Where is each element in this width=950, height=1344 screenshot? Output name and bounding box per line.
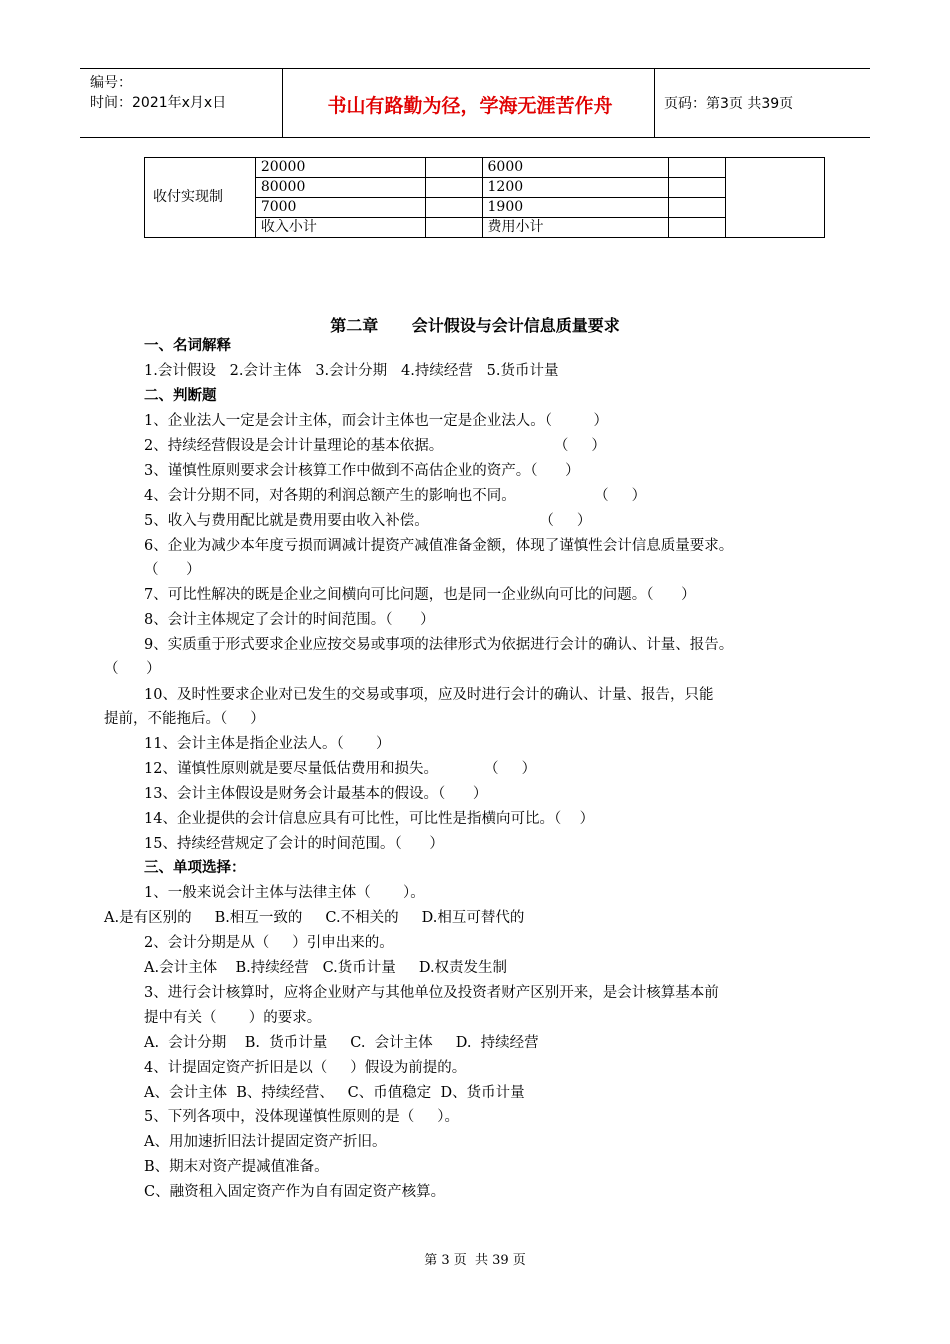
question-line: 4、计提固定资产折旧是以（ ）假设为前提的。 xyxy=(144,1060,467,1076)
option-line: A、会计主体 B、持续经营、 C、币值稳定 D、货币计量 xyxy=(144,1085,525,1101)
question-line: 11、会计主体是指企业法人。（ ） xyxy=(144,736,391,752)
table-cell xyxy=(669,178,726,198)
table-cell: 6000 xyxy=(482,158,669,178)
table-cell: 费用小计 xyxy=(482,218,669,238)
table-row xyxy=(145,158,825,178)
header-meta xyxy=(90,73,226,113)
table-cell: 80000 xyxy=(255,178,425,198)
question-line: 15、持续经营规定了会计的时间范围。（ ） xyxy=(144,836,444,852)
header-divider xyxy=(282,69,283,137)
header-number-label: 编号： xyxy=(90,75,132,91)
option-line: A.是有区别的 B.相互一致的 C.不相关的 D.相互可替代的 xyxy=(104,910,525,926)
header-page-info: 页码：第3页 共39页 xyxy=(664,96,794,112)
question-line: 9、实质重于形式要求企业应按交易或事项的法律形式为依据进行会计的确认、计量、报告。 xyxy=(144,637,734,653)
page-header xyxy=(80,68,870,138)
question-line: 4、会计分期不同，对各期的利润总额产生的影响也不同。 （ ） xyxy=(144,488,647,504)
page-footer: 第 3 页 共 39 页 xyxy=(424,1253,526,1268)
question-line: 5、收入与费用配比就是费用要由收入补偿。 （ ） xyxy=(144,513,592,529)
table-cell xyxy=(669,198,726,218)
option-line: C、融资租入固定资产作为自有固定资产核算。 xyxy=(144,1184,446,1200)
header-divider xyxy=(654,69,655,137)
table-cell: 7000 xyxy=(255,198,425,218)
question-line: 14、企业提供的会计信息应具有可比性，可比性是指横向可比。（ ） xyxy=(144,811,595,827)
table-cell xyxy=(425,178,482,198)
table-cell xyxy=(669,218,726,238)
question-line: 12、谨慎性原则就是要尽量低估费用和损失。 （ ） xyxy=(144,761,537,777)
table-cell xyxy=(425,218,482,238)
question-line: 10、及时性要求企业对已发生的交易或事项，应及时进行会计的确认、计量、报告，只能 xyxy=(144,687,714,703)
table-cell xyxy=(425,158,482,178)
question-line: 1、一般来说会计主体与法律主体（ ）。 xyxy=(144,885,425,901)
table-cell: 1200 xyxy=(482,178,669,198)
header-motto: 书山有路勤为径，学海无涯苦作舟 xyxy=(327,95,613,117)
cash-basis-table xyxy=(144,157,825,238)
table-cell: 20000 xyxy=(255,158,425,178)
section-heading: 三、单项选择： xyxy=(144,860,246,876)
table-cell xyxy=(726,158,825,238)
table-cell: 收入小计 xyxy=(255,218,425,238)
question-line: 8、会计主体规定了会计的时间范围。（ ） xyxy=(144,612,435,628)
header-date: 时间：2021年x月x日 xyxy=(90,95,227,111)
question-line: 3、进行会计核算时，应将企业财产与其他单位及投资者财产区别开来，是会计核算基本前 xyxy=(144,985,719,1001)
chapter-title: 第二章 会计假设与会计信息质量要求 xyxy=(330,316,620,335)
question-line: （ ） xyxy=(144,562,201,578)
question-line: 2、会计分期是从（ ）引申出来的。 xyxy=(144,935,394,951)
question-line: （ ） xyxy=(104,661,161,677)
section-heading: 一、名词解释 xyxy=(144,338,231,354)
question-line: 2、持续经营假设是会计计量理论的基本依据。 （ ） xyxy=(144,438,606,454)
row-label: 收付实现制 xyxy=(145,158,256,238)
option-line: A.会计主体 B.持续经营 C.货币计量 D.权责发生制 xyxy=(144,960,508,976)
question-line: 7、可比性解决的既是企业之间横向可比问题，也是同一企业纵向可比的问题。（ ） xyxy=(144,587,696,603)
question-line: 3、谨慎性原则要求会计核算工作中做到不高估企业的资产。（ ） xyxy=(144,463,580,479)
question-line: 提前，不能拖后。（ ） xyxy=(104,711,265,727)
table-cell xyxy=(425,198,482,218)
table-cell xyxy=(669,158,726,178)
section-heading: 二、判断题 xyxy=(144,388,217,404)
term-list: 1.会计假设 2.会计主体 3.会计分期 4.持续经营 5.货币计量 xyxy=(144,363,559,379)
option-line: A. 会计分期 B. 货币计量 C. 会计主体 D. 持续经营 xyxy=(144,1035,539,1051)
question-line: 13、会计主体假设是财务会计最基本的假设。（ ） xyxy=(144,786,488,802)
question-line: 5、下列各项中，没体现谨慎性原则的是（ ）。 xyxy=(144,1109,460,1125)
question-line: 1、企业法人一定是会计主体，而会计主体也一定是企业法人。（ ） xyxy=(144,413,608,429)
option-line: B、期末对资产提减值准备。 xyxy=(144,1159,329,1175)
table-cell: 1900 xyxy=(482,198,669,218)
question-line: 6、企业为减少本年度亏损而调减计提资产减值准备金额，体现了谨慎性会计信息质量要求。 xyxy=(144,538,734,554)
question-line: 提中有关（ ）的要求。 xyxy=(144,1010,322,1026)
option-line: A、用加速折旧法计提固定资产折旧。 xyxy=(144,1134,387,1150)
